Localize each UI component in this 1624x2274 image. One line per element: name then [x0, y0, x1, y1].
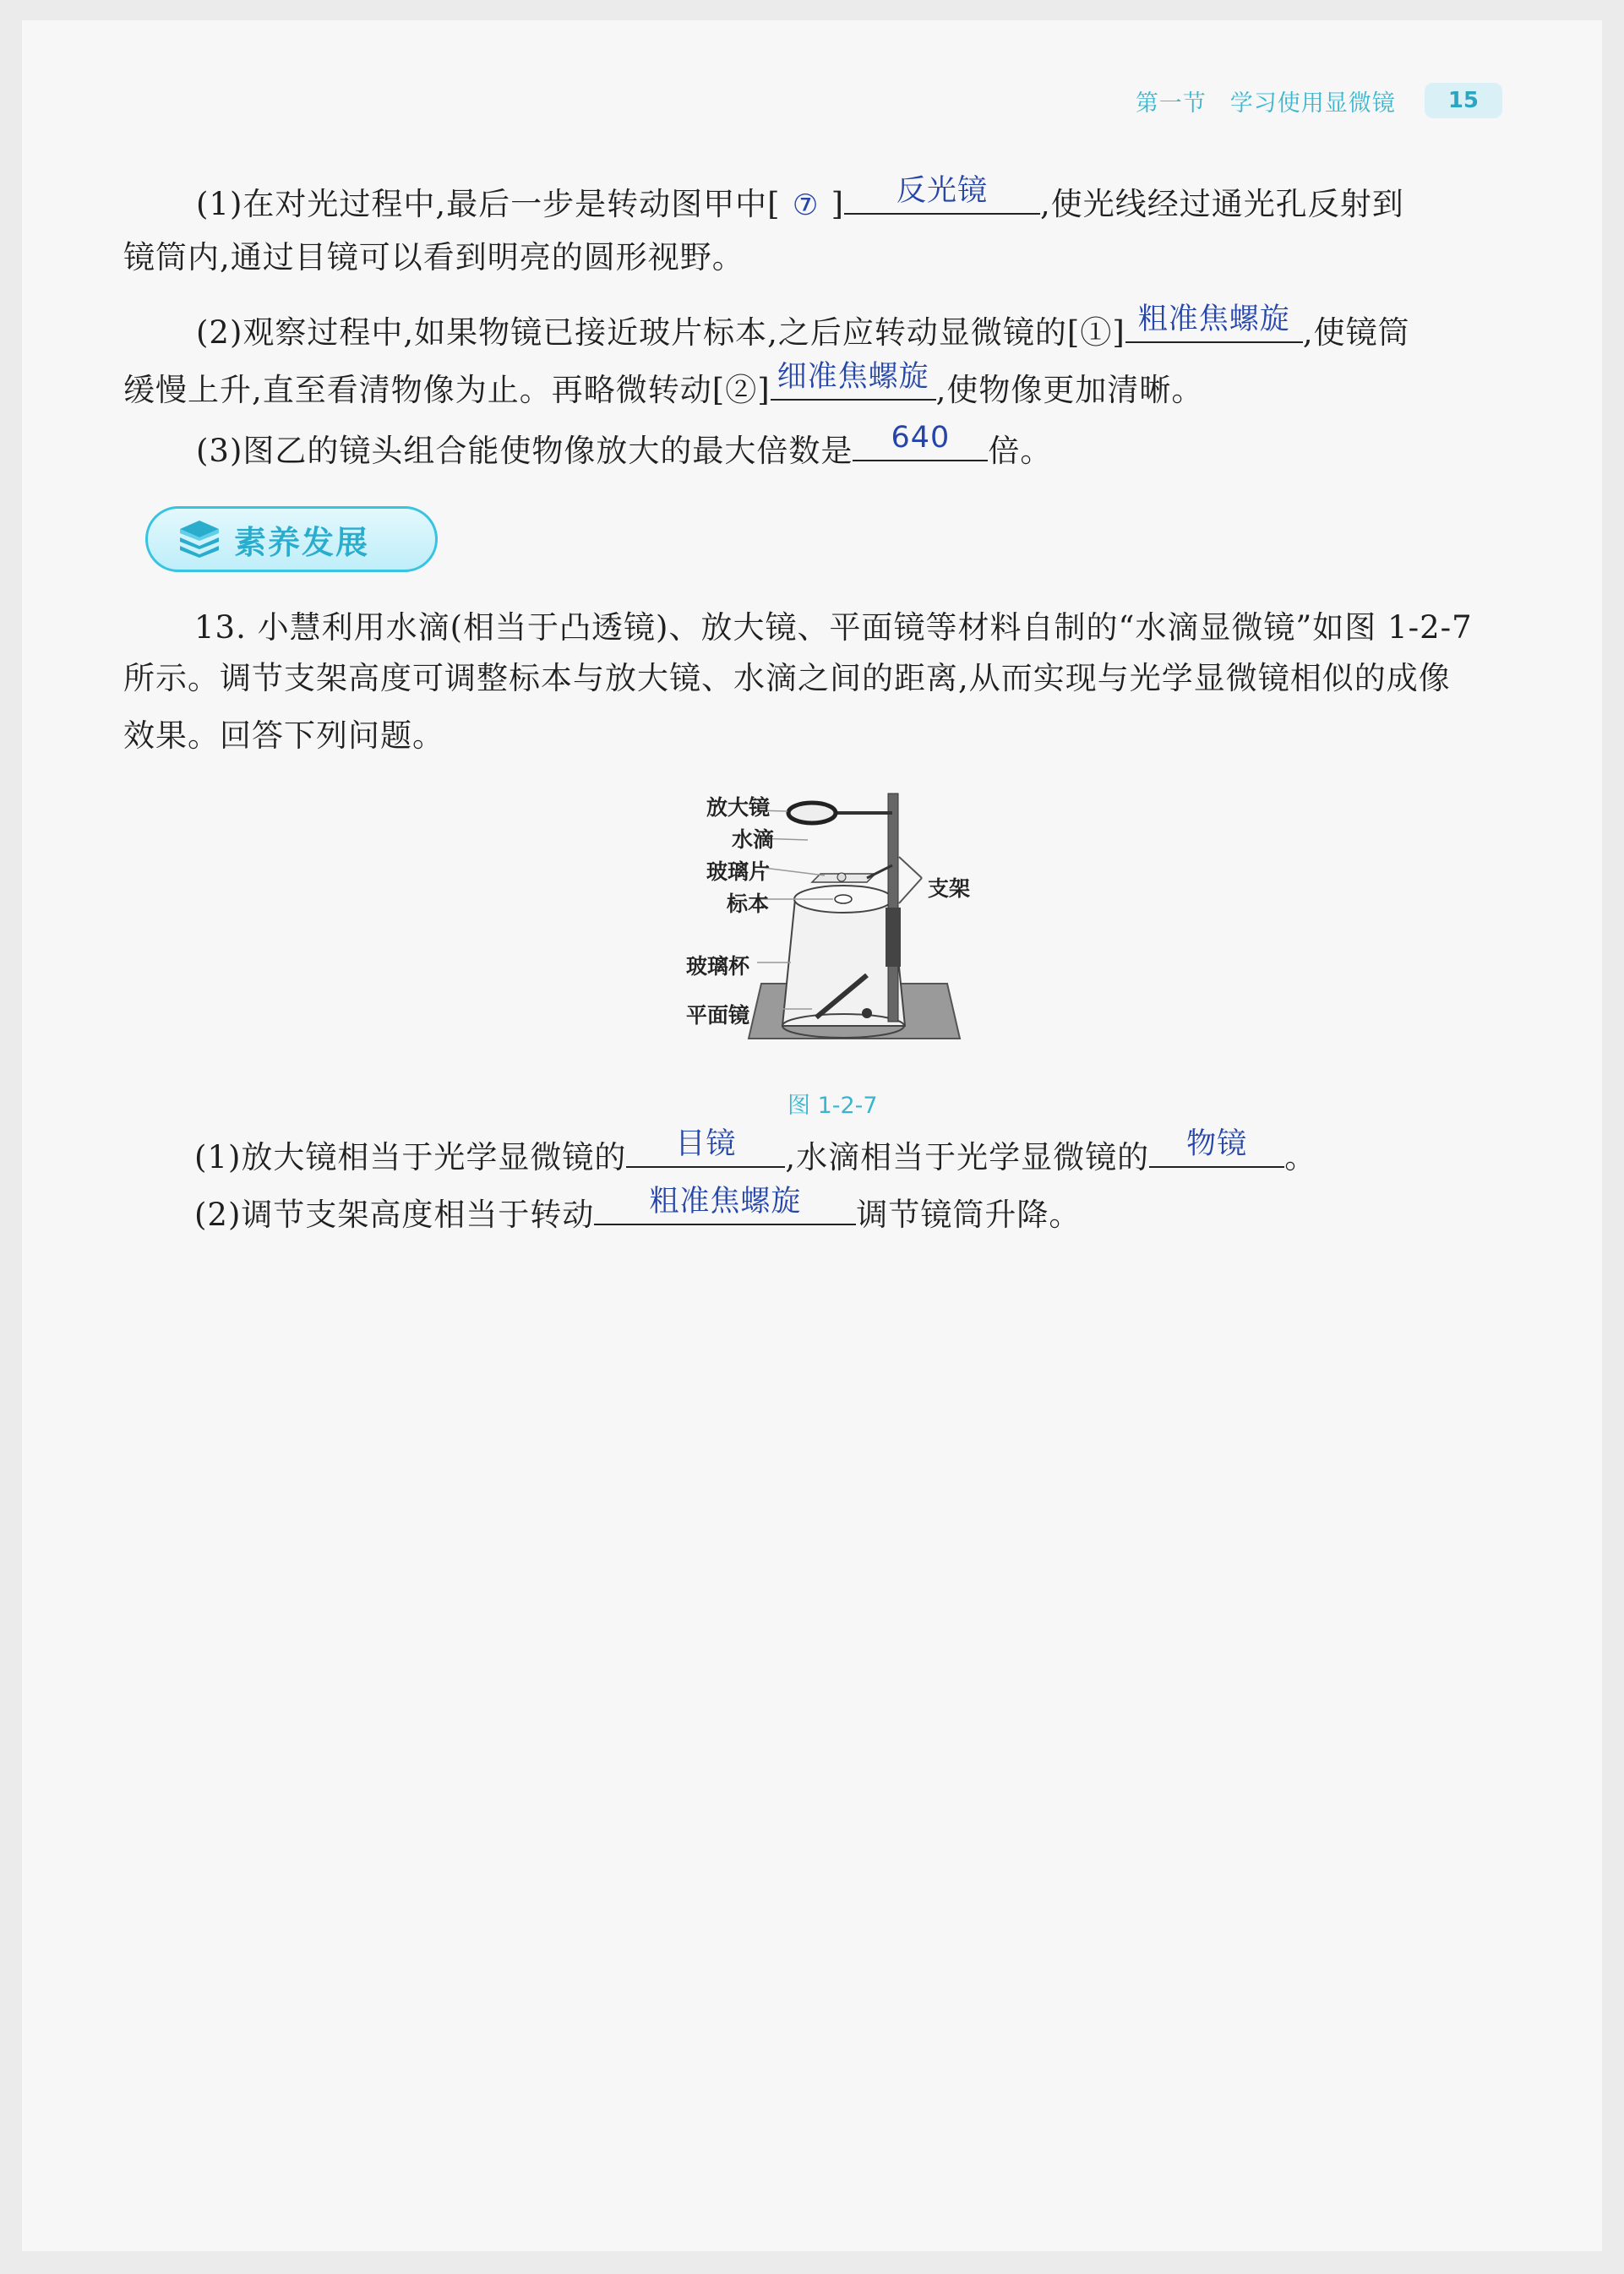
answer-blank[interactable] [1125, 303, 1303, 343]
page [22, 20, 1602, 2251]
label-glass-slide: 玻璃片 [706, 859, 771, 884]
q12-p2-line1: (2)观察过程中,如果物镜已接近玻片标本,之后应转动显微镜的[①] 粗准焦螺旋 ,使镜筒 [196, 303, 1410, 351]
handwritten-answer: 细准焦螺旋 [777, 360, 929, 394]
answer-blank[interactable] [844, 174, 1040, 215]
label-mirror: 平面镜 [686, 1003, 750, 1028]
q13-stem-line3: 效果。回答下列问题。 [123, 717, 444, 754]
q12-p3-line: (3)图乙的镜头组合能使物像放大的最大倍数是 640 倍。 [196, 421, 1053, 469]
handwritten-answer: 640 [891, 421, 951, 455]
q13-p2-line: (2)调节支架高度相当于转动 粗准焦螺旋 调节镜筒升降。 [194, 1185, 1082, 1233]
q12-p1-line1: (1)在对光过程中,最后一步是转动图甲中[ ⑦ ] 反光镜 ,使光线经过通光孔反射到 [196, 174, 1404, 222]
answer-blank[interactable] [626, 1127, 785, 1168]
q12-p1-line2: 镜筒内,通过目镜可以看到明亮的圆形视野。 [123, 239, 744, 275]
handwritten-answer: 反光镜 [896, 174, 989, 208]
handwritten-answer: 目镜 [675, 1127, 737, 1161]
answer-blank[interactable] [853, 421, 988, 461]
books-icon [177, 521, 222, 558]
page-header [1136, 83, 1502, 118]
q13-stem-line1: 13. 小慧利用水滴(相当于凸透镜)、放大镜、平面镜等材料自制的“水滴显微镜”如图 1-2-7 [194, 609, 1473, 646]
label-magnifier: 放大镜 [706, 795, 771, 820]
answer-blank[interactable] [771, 360, 936, 401]
handwritten-answer: 粗准焦螺旋 [649, 1185, 802, 1219]
answer-blank[interactable] [594, 1185, 856, 1225]
handwritten-answer: 粗准焦螺旋 [1137, 303, 1290, 336]
q13-stem-line2: 所示。调节支架高度可调整标本与放大镜、水滴之间的距离,从而实现与光学显微镜相似的成像 [123, 660, 1451, 696]
label-water-drop: 水滴 [732, 827, 775, 852]
answer-blank[interactable] [1149, 1127, 1284, 1168]
bracket-answer: ⑦ [792, 188, 820, 222]
q13-p1-line: (1)放大镜相当于光学显微镜的 目镜 ,水滴相当于光学显微镜的 物镜 。 [194, 1127, 1317, 1175]
handwritten-answer: 物镜 [1186, 1127, 1248, 1161]
section-badge [145, 506, 438, 572]
label-specimen: 标本 [727, 892, 770, 916]
label-stand: 支架 [928, 876, 971, 901]
label-glass-cup: 玻璃杯 [686, 954, 750, 979]
section-title: 素养发展 [234, 523, 370, 561]
page-number: 15 [1425, 83, 1502, 118]
q12-p2-line2: 缓慢上升,直至看清物像为止。再略微转动[②] 细准焦螺旋 ,使物像更加清晰。 [123, 360, 1204, 408]
section-heading: 第一节 学习使用显微镜 [1135, 90, 1396, 117]
figure-caption: 图 1-2-7 [787, 1093, 878, 1119]
